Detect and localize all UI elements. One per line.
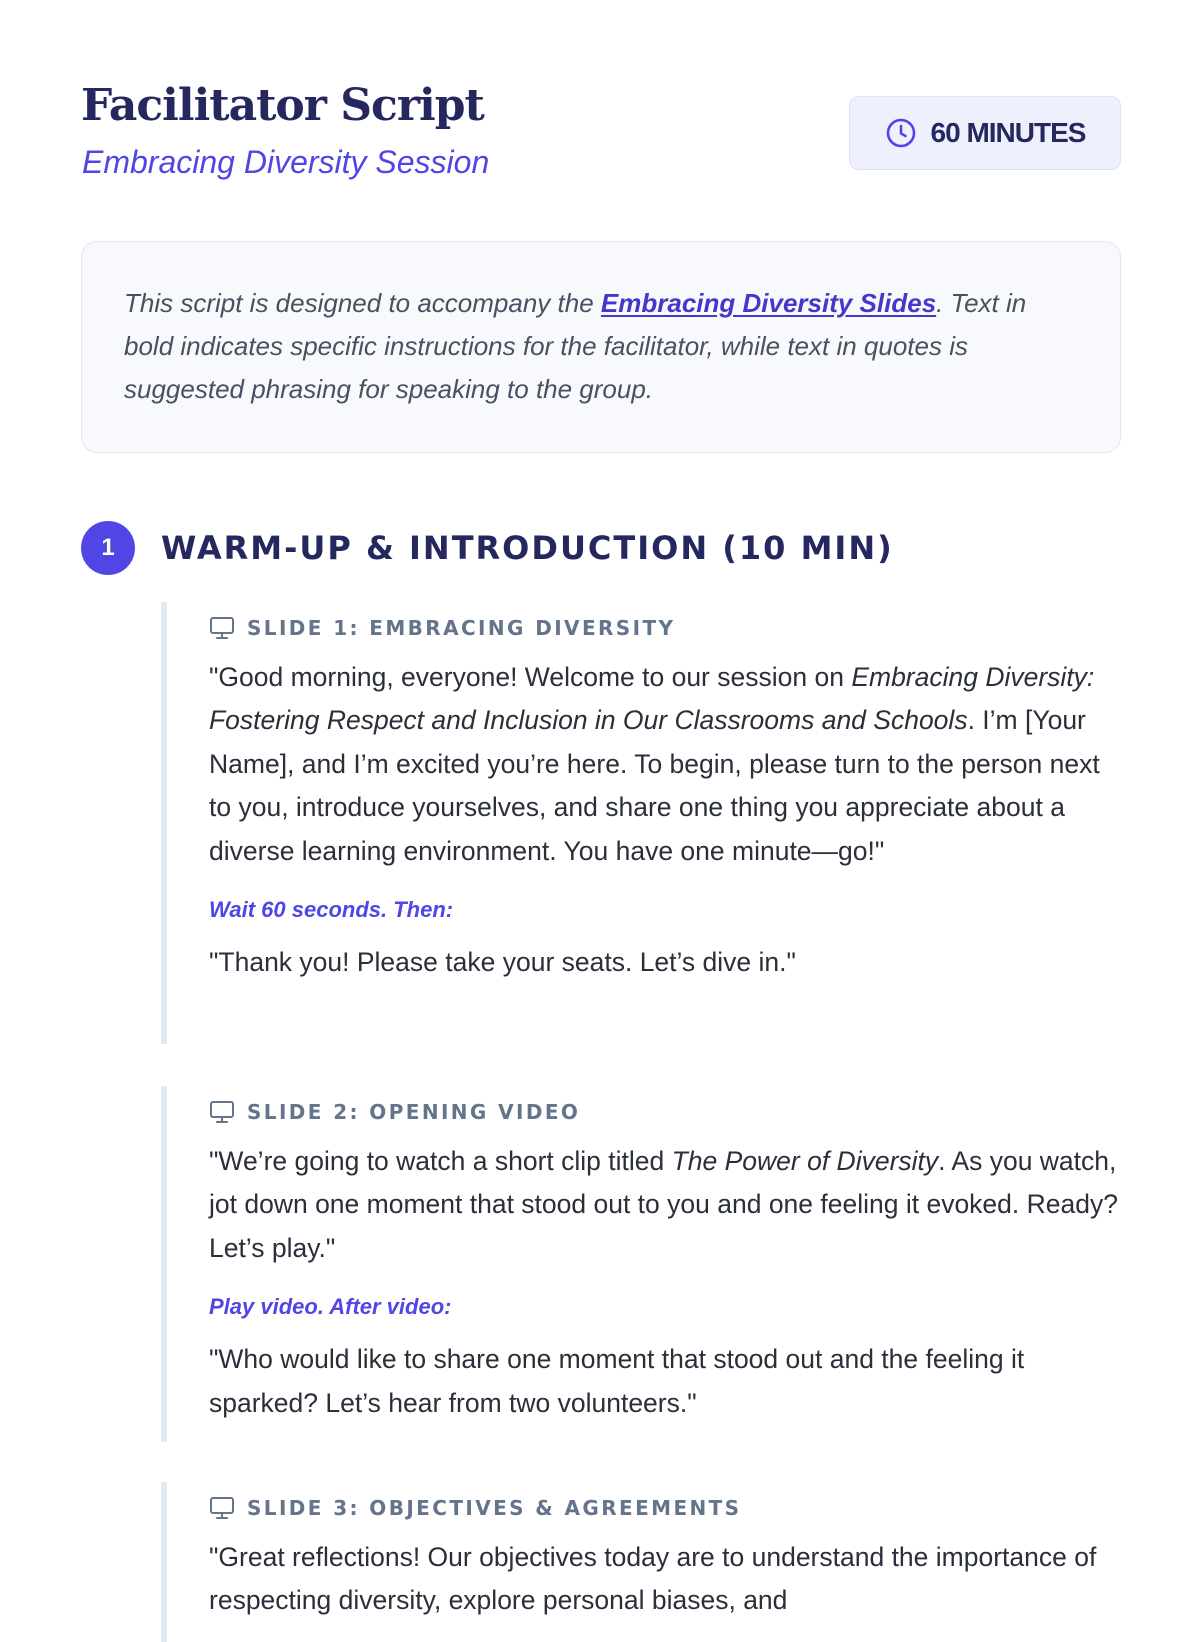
section-header — [81, 521, 1121, 575]
speech-part: "Good morning, everyone! Welcome to our session on — [209, 662, 852, 692]
page-subtitle: Embracing Diversity Session — [82, 144, 490, 180]
duration-badge — [849, 96, 1121, 170]
slide-label — [209, 1494, 1121, 1522]
intro-note — [81, 241, 1121, 453]
presentation-icon — [209, 1496, 235, 1520]
clock-icon — [885, 117, 917, 149]
slide-label-text: SLIDE 3: OBJECTIVES & AGREEMENTS — [247, 1496, 742, 1520]
section-title: WARM-UP & INTRODUCTION (10 MIN) — [161, 529, 894, 567]
intro-text-after: . Text in bold indicates specific instructions for the facilitator, while text in quotes is suggested phrasing for speaking to the group. — [124, 288, 1027, 404]
slides-link[interactable]: Embracing Diversity Slides — [600, 288, 937, 318]
page-header — [81, 0, 1121, 240]
speech-text — [209, 1140, 1121, 1270]
slide-label-text: SLIDE 1: EMBRACING DIVERSITY — [247, 616, 676, 640]
duration-label: 60 MINUTES — [930, 117, 1086, 148]
slide-label — [209, 614, 1121, 642]
speech-text: "Great reflections! Our objectives today are to understand the importance of respecting diversity, explore personal biases, and — [209, 1542, 1097, 1616]
slide-label-text: SLIDE 2: OPENING VIDEO — [247, 1100, 581, 1124]
page-title: Facilitator Script — [81, 80, 484, 131]
speech-part: . As you watch, jot down one moment that stood out to you and one feeling it evoked. Ready? Let’s play." — [209, 1146, 1118, 1263]
video-title-emphasis: The Power of Diversity — [671, 1146, 939, 1176]
speech-part: . I’m [Your Name], and I’m excited you’re here. To begin, please turn to the person next to you, introduce yourselves, and share one thing you appreciate about a diverse learning environment. You have one minute—go!" — [209, 705, 1100, 866]
speech-text: "Who would like to share one moment that stood out and the feeling it sparked? Let’s hear from two volunteers." — [209, 1344, 1025, 1418]
slide-block — [161, 1086, 1121, 1442]
slide-block — [161, 1482, 1121, 1642]
intro-text-before: This script is designed to accompany the — [124, 288, 601, 318]
speech-text: "Thank you! Please take your seats. Let’s dive in." — [209, 947, 796, 978]
facilitator-instruction: Wait 60 seconds. Then: — [209, 897, 454, 923]
speech-part: "We’re going to watch a short clip titled — [209, 1146, 672, 1176]
slide-block — [161, 602, 1121, 1044]
section-number-badge: 1 — [81, 521, 135, 575]
presentation-icon — [209, 616, 235, 640]
speech-text — [209, 656, 1121, 873]
session-title-emphasis: Embracing Diversity: Fostering Respect and Inclusion in Our Classrooms and Schools — [209, 662, 1095, 736]
facilitator-instruction: Play video. After video: — [209, 1294, 452, 1320]
slide-label — [209, 1098, 1121, 1126]
script-page — [81, 0, 1121, 1616]
presentation-icon — [209, 1100, 235, 1124]
